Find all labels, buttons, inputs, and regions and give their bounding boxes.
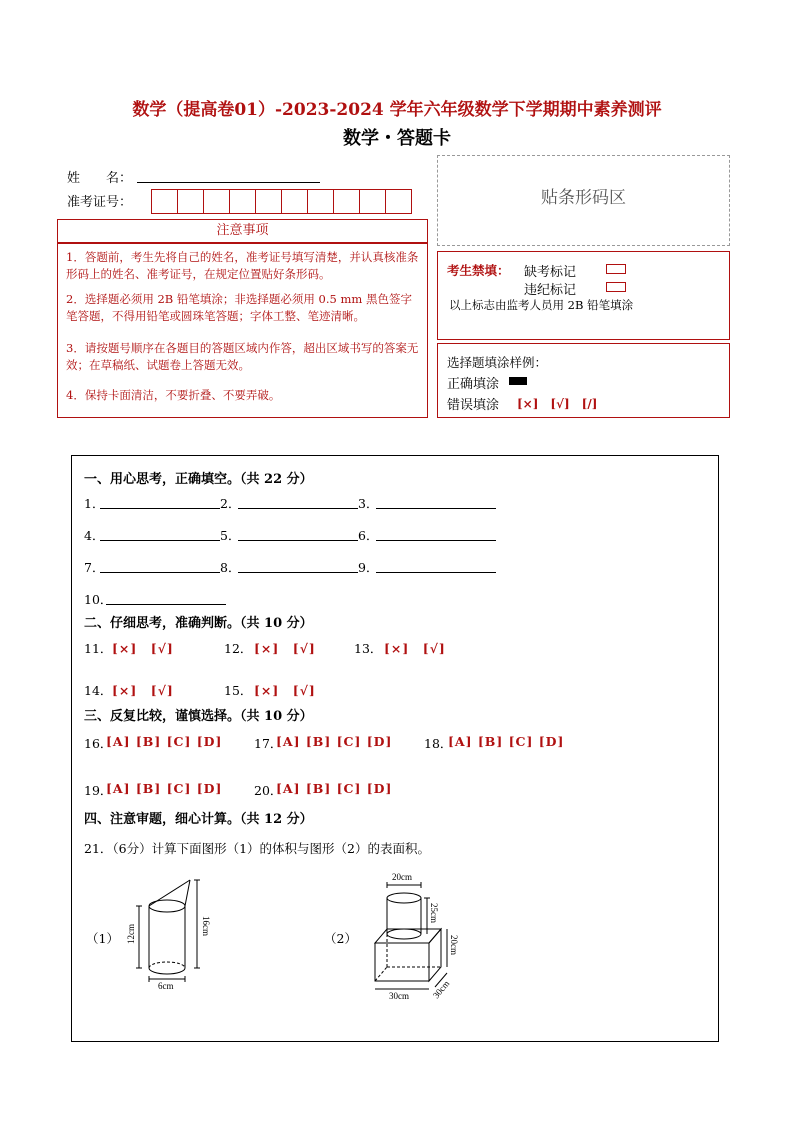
choice-q16-options[interactable]: [A] [B] [C] [D]: [106, 734, 223, 749]
name-field[interactable]: [137, 182, 320, 183]
section-3-title: 三、反复比较，谨慎选择。（共 10 分）: [84, 709, 313, 724]
fig2-box-depth: 30cm: [430, 978, 452, 1001]
judge-q11-num: 11．: [84, 641, 113, 656]
correct-fill-sample: [509, 377, 527, 385]
judge-q14-options[interactable]: [×] [√]: [112, 683, 174, 698]
notice-item: 3．请按题号顺序在各题目的答题区域内作答，超出区域书写的答案无效；在草稿纸、试题卷上答题无效。: [66, 341, 419, 372]
sample-title: 选择题填涂样例：: [447, 355, 548, 370]
section-4-title: 四、注意审题，细心计算。（共 12 分）: [84, 812, 313, 827]
choice-q17-num: 17．: [254, 736, 283, 751]
fig2-label: （2）: [324, 931, 357, 946]
fill-q1-num: 1．: [84, 496, 105, 511]
absent-label: 缺考标记: [524, 265, 577, 280]
judge-q14-num: 14．: [84, 683, 113, 698]
violation-label: 违纪标记: [524, 283, 577, 298]
fig1-cyl-height: 12cm: [126, 924, 136, 944]
notice-item: 1．答题前，考生先将自己的姓名，准考证号填写清楚，并认真核准条形码上的姓名、准考证号，在规定位置贴好条形码。: [66, 250, 419, 281]
section-2-title: 二、仔细思考，准确判断。（共 10 分）: [84, 616, 313, 631]
choice-q16-num: 16．: [84, 736, 113, 751]
fill-q8-line[interactable]: [238, 572, 358, 573]
choice-q20-num: 20．: [254, 783, 283, 798]
choice-q19-options[interactable]: [A] [B] [C] [D]: [106, 781, 223, 796]
notice-item: 2．选择题必须用 2B 铅笔填涂；非选择题必须用 0.5 mm 黑色签字笔答题，不得用铅笔或圆珠笔答题；字体工整、笔迹清晰。: [66, 292, 412, 323]
violation-mark[interactable]: [606, 282, 626, 292]
fig1-label: （1）: [86, 931, 119, 946]
correct-label: 正确填涂: [447, 377, 500, 392]
choice-q17-options[interactable]: [A] [B] [C] [D]: [276, 734, 393, 749]
fill-q10-line[interactable]: [106, 604, 226, 605]
figure-cone-cylinder: [122, 876, 217, 991]
fig1-diameter: 6cm: [158, 981, 174, 991]
page-subtitle: 数学・答题卡: [343, 128, 451, 149]
fill-q6-line[interactable]: [376, 540, 496, 541]
fig2-box-height: 20cm: [449, 935, 459, 955]
judge-q15-num: 15．: [224, 683, 253, 698]
fill-q5-line[interactable]: [238, 540, 358, 541]
fig2-top-diameter: 20cm: [392, 872, 412, 882]
ban-label: 考生禁填：: [447, 263, 510, 278]
judge-q13-num: 13．: [354, 641, 383, 656]
fill-q6-num: 6．: [358, 528, 379, 543]
choice-q18-options[interactable]: [A] [B] [C] [D]: [448, 734, 565, 749]
fill-q2-num: 2．: [220, 496, 241, 511]
ban-box: [437, 251, 730, 340]
barcode-area: 贴条形码区: [437, 155, 730, 246]
sample-box: [437, 343, 730, 418]
fig1-total-height: 16cm: [201, 916, 211, 936]
notice-title: 注意事项: [57, 219, 428, 243]
fill-q5-num: 5．: [220, 528, 241, 543]
choice-q18-num: 18．: [424, 736, 453, 751]
wrong-label: 错误填涂: [447, 398, 500, 413]
name-label: 姓 名：: [67, 171, 133, 186]
answer-area: [71, 455, 719, 1042]
fill-q4-num: 4．: [84, 528, 105, 543]
judge-q12-num: 12．: [224, 641, 253, 656]
fill-q3-num: 3．: [358, 496, 379, 511]
notice-box: [57, 243, 428, 418]
choice-q20-options[interactable]: [A] [B] [C] [D]: [276, 781, 393, 796]
id-boxes[interactable]: [151, 189, 412, 214]
fill-q9-line[interactable]: [376, 572, 496, 573]
ban-note: 以上标志由监考人员用 2B 铅笔填涂: [449, 298, 634, 312]
judge-q13-options[interactable]: [×] [√]: [384, 641, 446, 656]
fig2-box-width: 30cm: [389, 991, 409, 1001]
fill-q9-num: 9．: [358, 560, 379, 575]
fill-q8-num: 8．: [220, 560, 241, 575]
wrong-marks: [×] [√] [/]: [517, 397, 598, 411]
page-title: 数学（提高卷01）-2023-2024 学年六年级数学下学期期中素养测评: [132, 100, 662, 120]
choice-q19-num: 19．: [84, 783, 113, 798]
fill-q2-line[interactable]: [238, 508, 358, 509]
fig2-top-height: 25cm: [429, 903, 439, 923]
judge-q12-options[interactable]: [×] [√]: [254, 641, 316, 656]
figure-cylinder-box: [367, 871, 482, 1001]
notice-item: 4．保持卡面清洁，不要折叠、不要弄破。: [66, 388, 281, 402]
judge-q11-options[interactable]: [×] [√]: [112, 641, 174, 656]
section-1-title: 一、用心思考，正确填空。（共 22 分）: [84, 472, 313, 487]
fill-q7-num: 7．: [84, 560, 105, 575]
judge-q15-options[interactable]: [×] [√]: [254, 683, 316, 698]
fill-q7-line[interactable]: [100, 572, 220, 573]
fill-q1-line[interactable]: [100, 508, 220, 509]
fill-q10-num: 10．: [84, 592, 113, 607]
fill-q4-line[interactable]: [100, 540, 220, 541]
fill-q3-line[interactable]: [376, 508, 496, 509]
id-label: 准考证号：: [67, 195, 133, 210]
cylinder-top-ellipse: [149, 900, 185, 912]
absent-mark[interactable]: [606, 264, 626, 274]
q21-text: 21．（6分）计算下面图形（1）的体积与图形（2）的表面积。: [84, 841, 431, 856]
